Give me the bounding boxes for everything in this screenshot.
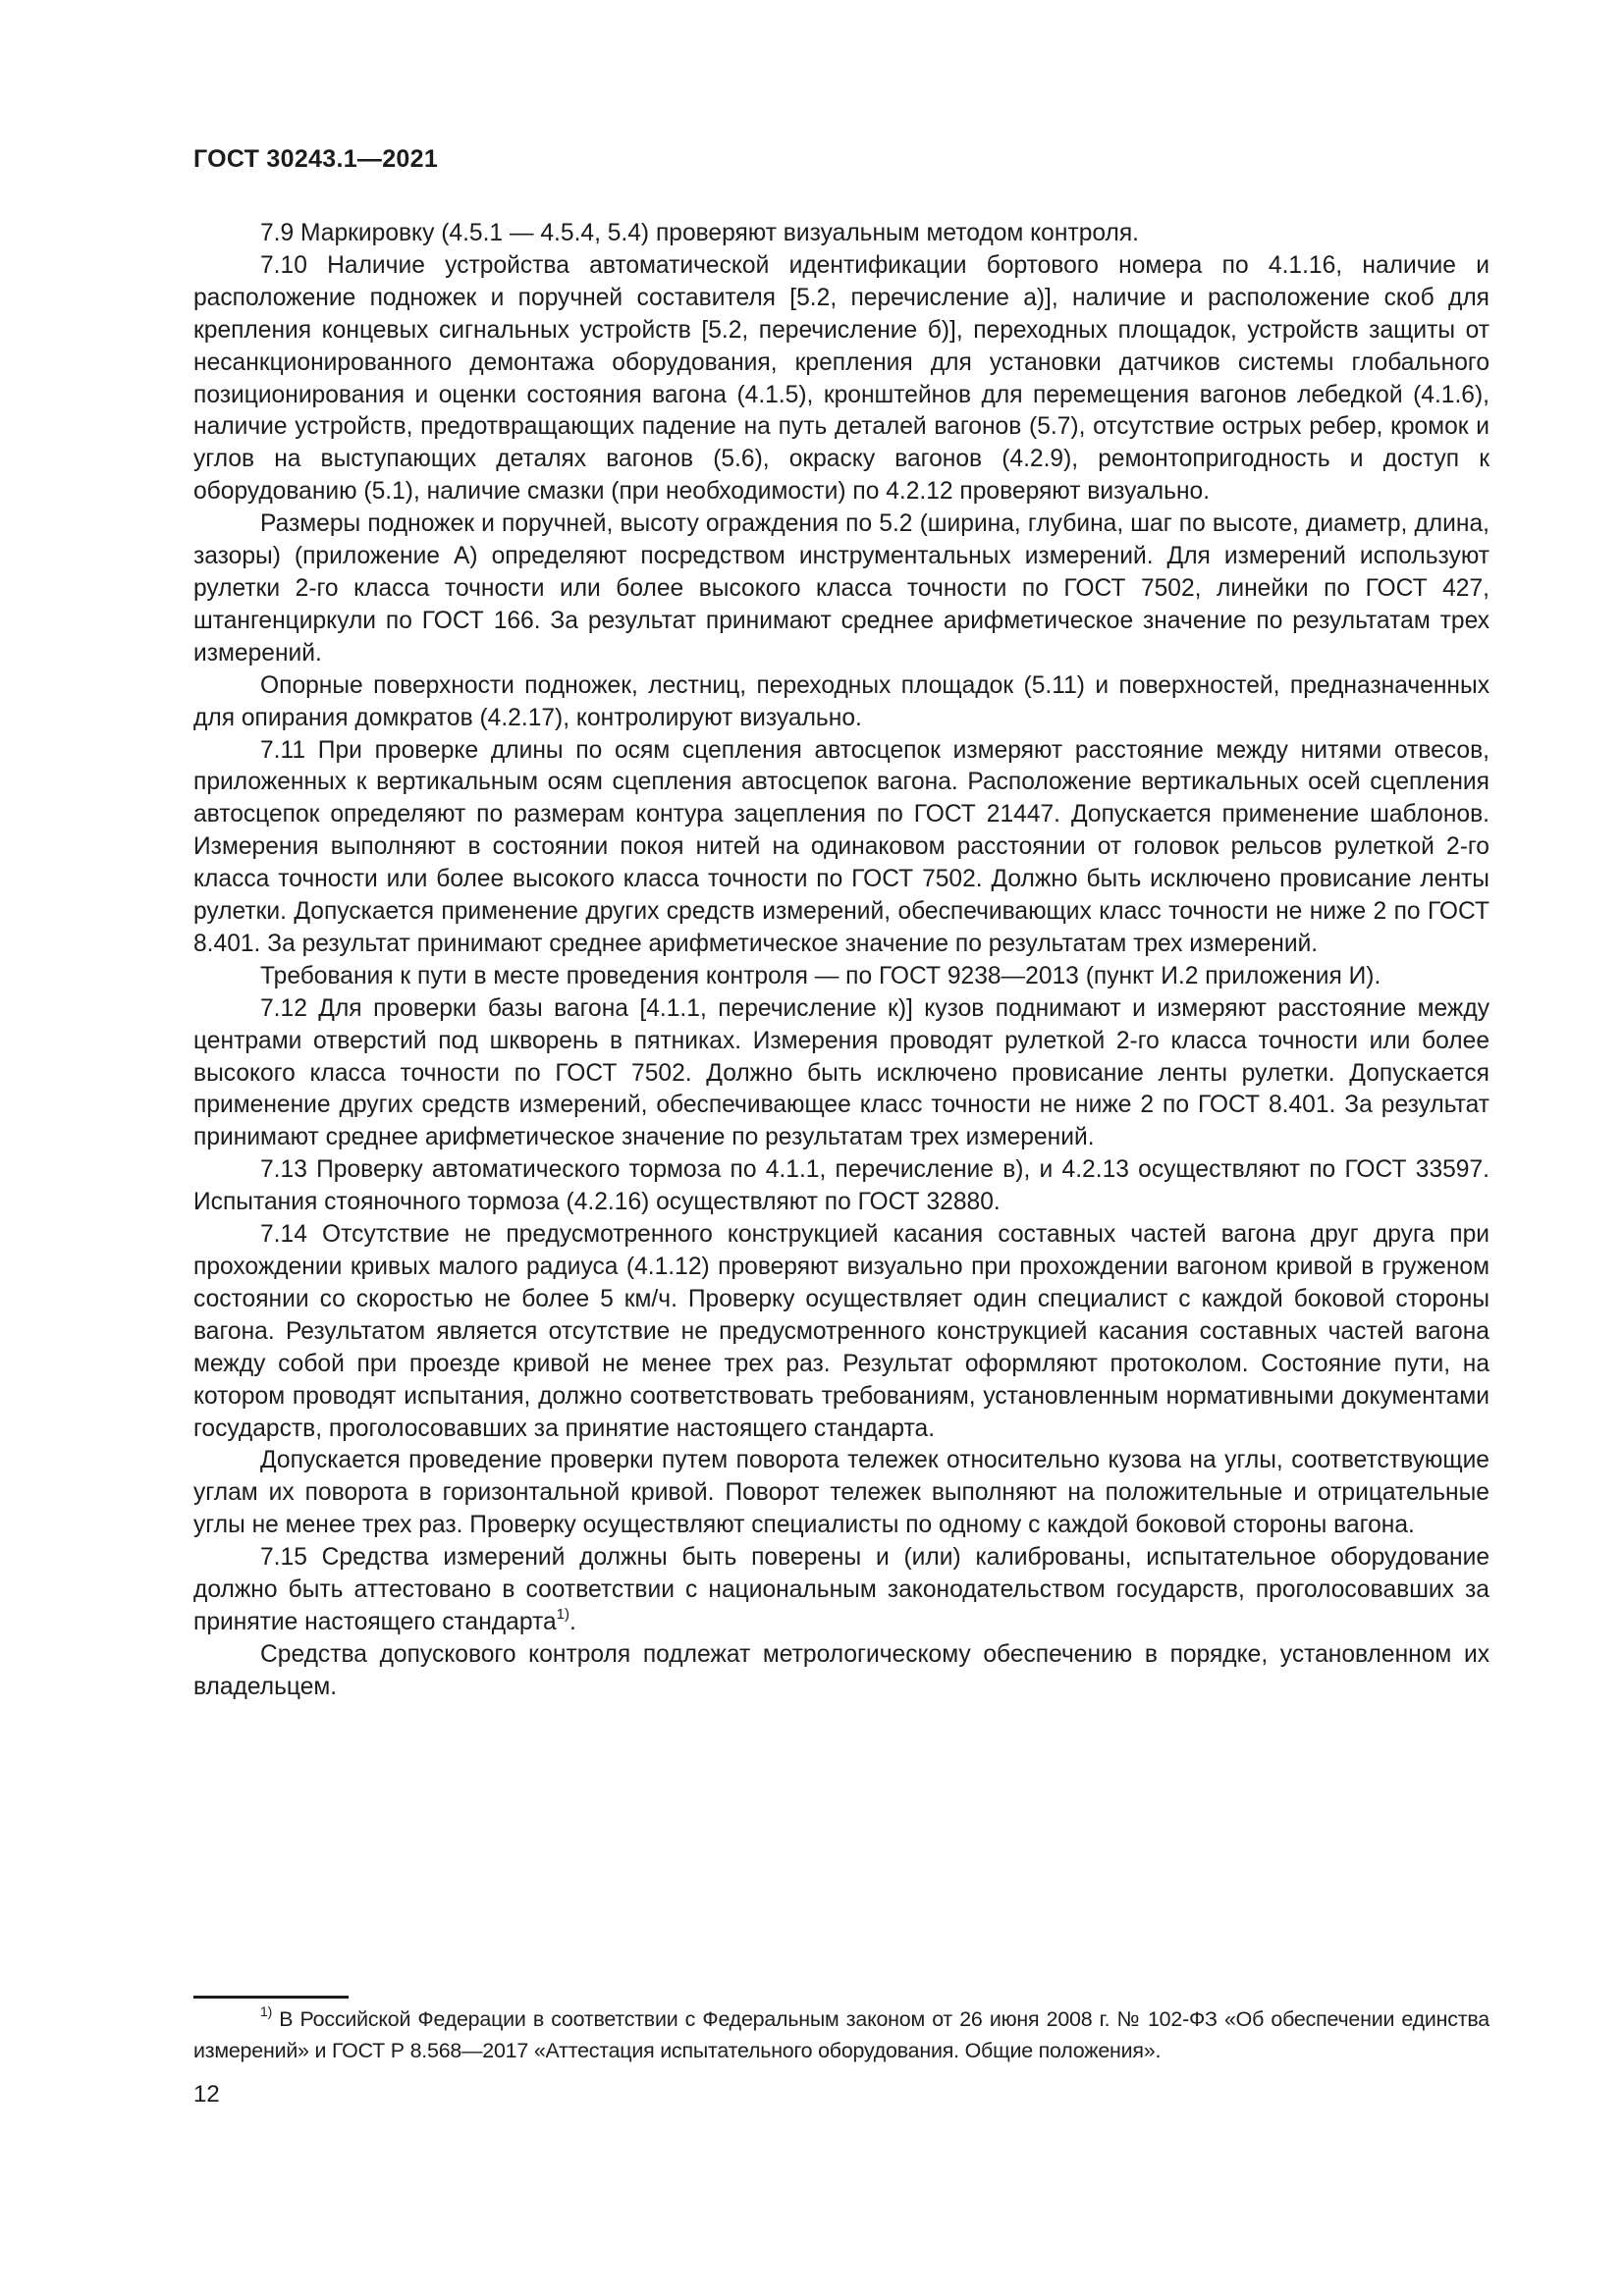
paragraph-7-15-end: . [568,1608,576,1635]
paragraph-support-surfaces: Опорные поверхности подножек, лестниц, переходных площадок (5.11) и поверхностей, предназначенных для опирания домкратов (4.2.17), контролируют визуально. [193,671,1489,731]
footnote-text: В Российской Федерации в соответствии с Федеральным законом от 26 июня 2008 г. № 102-ФЗ «Об обеспечении единства измерений» и ГОСТ Р 8.568—2017 «Аттестация испытательного оборудования. Общие положения». [193,2007,1489,2062]
paragraph-7-11: 7.11 При проверке длины по осям сцепления автосцепок измеряют расстояние между нитями отвесов, приложенных к вертикальным осям сцепления автосцепок вагона. Расположение вертикальных осей сцепления автосцепок определяют по размерам контура зацепления по ГОСТ 21447. Допускается применение шаблонов. Измерения выполняют в состоянии покоя нитей на одинаковом расстоянии от головок рельсов рулеткой 2-го класса точности или более высокого класса точности по ГОСТ 7502. Должно быть исключено провисание ленты рулетки. Допускается применение других средств измерений, обеспечивающих класс точности не ниже 2 по ГОСТ 8.401. За результат принимают среднее арифметическое значение по результатам трех измерений. [193,736,1489,957]
paragraph-track-requirements: Требования к пути в месте проведения контроля — по ГОСТ 9238—2013 (пункт И.2 приложения И). [260,962,1381,989]
document-header: ГОСТ 30243.1—2021 [193,145,439,173]
paragraph-7-9: 7.9 Маркировку (4.5.1 — 4.5.4, 5.4) проверяют визуальным методом контроля. [260,220,1140,246]
paragraph-7-14: 7.14 Отсутствие не предусмотренного конструкцией касания составных частей вагона друг друга при прохождении кривых малого радиуса (4.1.12) проверяют визуально при прохождении вагоном кривой в груженом состоянии со скоростью не более 5 км/ч. Проверку осуществляет один специалист с каждой боковой стороны вагона. Результатом является отсутствие не предусмотренного конструкцией касания составных частей вагона между собой при проезде кривой не менее трех раз. Результат оформляют протоколом. Состояние пути, на котором проводят испытания, должно соответствовать требованиям, установленным нормативными документами государств, проголосовавших за принятие настоящего стандарта. [193,1221,1489,1442]
footnote-paragraph [193,2003,1489,2066]
paragraph-tolerance-control: Средства допускового контроля подлежат метрологическому обеспечению в порядке, установленном их владельцем. [193,1640,1489,1700]
paragraph-7-15-text: 7.15 Средства измерений должны быть поверены и (или) калиброваны, испытательное оборудование должно быть аттестовано в соответствии с национальным законодательством государств, проголосовавших за принятие настоящего стандарта [193,1544,1489,1635]
footnote [193,2003,1489,2066]
paragraph-7-10: 7.10 Наличие устройства автоматической идентификации бортового номера по 4.1.16, наличие и расположение подножек и поручней составителя [5.2, перечисление а)], наличие и расположение скоб для крепления концевых сигнальных устройств [5.2, перечисление б)], переходных площадок, устройств защиты от несанкционированного демонтажа оборудования, крепления для установки датчиков системы глобального позиционирования и оценки состояния вагона (4.1.5), кронштейнов для перемещения вагонов лебедкой (4.1.6), наличие устройств, предотвращающих падение на путь деталей вагонов (5.7), отсутствие острых ребер, кромок и углов на выступающих деталях вагонов (5.6), окраску вагонов (4.2.9), ремонтопригодность и доступ к оборудованию (5.1), наличие смазки (при необходимости) по 4.2.12 проверяют визуально. [193,251,1489,506]
paragraph-dimensions: Размеры подножек и поручней, высоту ограждения по 5.2 (ширина, глубина, шаг по высоте, диаметр, длина, зазоры) (приложение А) определяют посредством инструментальных измерений. Для измерений используют рулетки 2-го класса точности или более высокого класса точности по ГОСТ 7502, линейки по ГОСТ 427, штангенциркули по ГОСТ 166. За результат принимают среднее арифметическое значение по результатам трех измерений. [193,510,1489,667]
paragraph-bogie-rotation: Допускается проведение проверки путем поворота тележек относительно кузова на углы, соответствующие углам их поворота в горизонтальной кривой. Поворот тележек выполняют на положительные и отрицательные углы не менее трех раз. Проверку осуществляют специалисты по одному с каждой боковой стороны вагона. [193,1447,1489,1539]
paragraph-7-15 [193,1542,1489,1639]
footnote-marker: 1) [260,2002,273,2019]
document-body [193,218,1489,1704]
footnote-divider [193,1996,349,1999]
paragraph-7-12: 7.12 Для проверки базы вагона [4.1.1, перечисление к)] кузов поднимают и измеряют расстояние между центрами отверстий под шкворень в пятниках. Измерения проводят рулеткой 2-го класса точности или более высокого класса точности по ГОСТ 7502. Должно быть исключено провисание ленты рулетки. Допускается применение других средств измерений, обеспечивающее класс точности не ниже 2 по ГОСТ 8.401. За результат принимают среднее арифметическое значение по результатам трех измерений. [193,994,1489,1151]
page-number: 12 [193,2081,220,2108]
paragraph-7-13: 7.13 Проверку автоматического тормоза по 4.1.1, перечисление в), и 4.2.13 осуществляют по ГОСТ 33597. Испытания стояночного тормоза (4.2.16) осуществляют по ГОСТ 32880. [193,1156,1489,1216]
footnote-reference[interactable]: 1) [556,1605,569,1623]
